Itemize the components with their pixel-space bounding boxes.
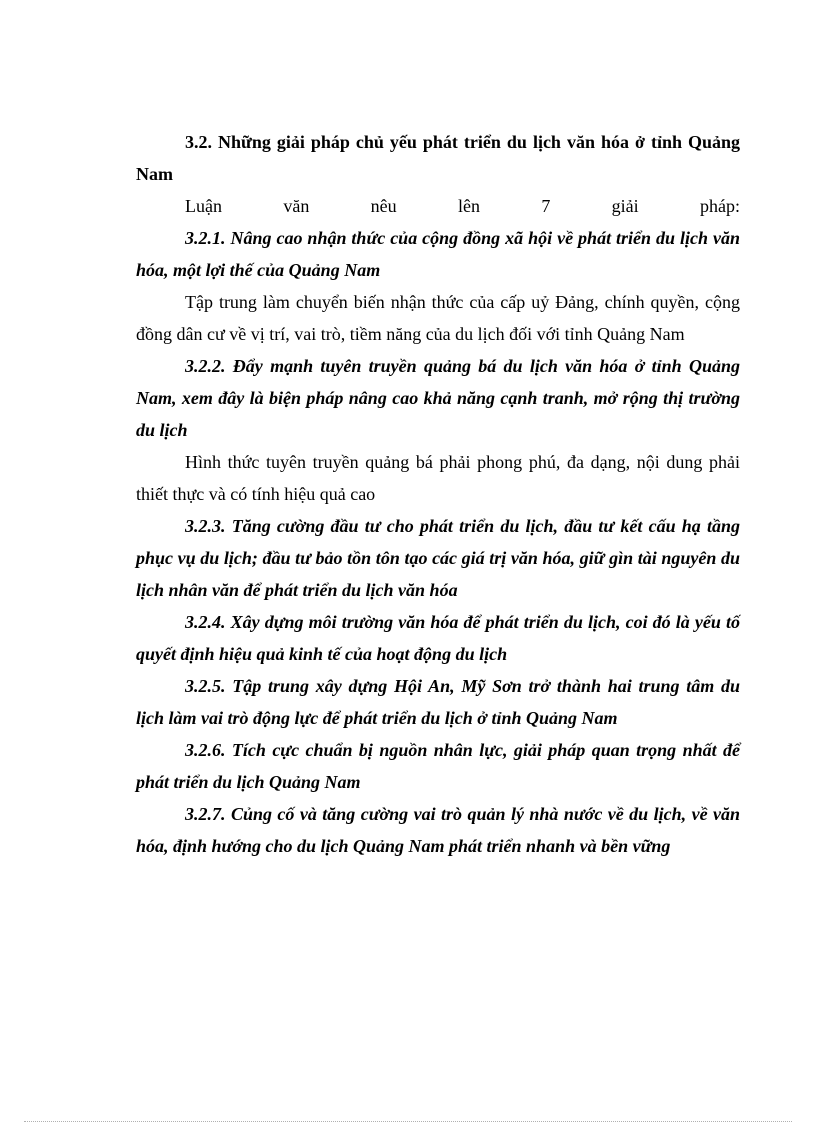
solution-heading-1: 3.2.1. Nâng cao nhận thức của cộng đồng xã hội về phát triển du lịch văn hóa, một lợi thế của Quảng Nam	[136, 228, 740, 280]
intro-paragraph: Luận văn nêu lên 7 giải pháp:	[185, 196, 740, 216]
document-page	[136, 126, 740, 862]
solution-heading-2: 3.2.2. Đẩy mạnh tuyên truyền quảng bá du lịch văn hóa ở tỉnh Quảng Nam, xem đây là biện pháp nâng cao khả năng cạnh tranh, mở rộng thị trường du lịch	[136, 356, 740, 440]
section-heading: 3.2. Những giải pháp chủ yếu phát triển du lịch văn hóa ở tỉnh Quảng Nam	[136, 132, 740, 184]
solution-heading-3: 3.2.3. Tăng cường đầu tư cho phát triển du lịch, đầu tư kết cấu hạ tầng phục vụ du lịch; đầu tư bảo tồn tôn tạo các giá trị văn hóa, giữ gìn tài nguyên du lịch nhân văn để phát triển du lịch văn hóa	[136, 516, 740, 600]
solution-body-1: Tập trung làm chuyển biến nhận thức của cấp uỷ Đảng, chính quyền, cộng đồng dân cư về vị trí, vai trò, tiềm năng của du lịch đối với tỉnh Quảng Nam	[136, 292, 740, 344]
solution-heading-4: 3.2.4. Xây dựng môi trường văn hóa để phát triển du lịch, coi đó là yếu tố quyết định hiệu quả kinh tế của hoạt động du lịch	[136, 612, 740, 664]
solution-heading-6: 3.2.6. Tích cực chuẩn bị nguồn nhân lực, giải pháp quan trọng nhất để phát triển du lịch Quảng Nam	[136, 740, 740, 792]
solution-heading-7: 3.2.7. Củng cố và tăng cường vai trò quản lý nhà nước về du lịch, về văn hóa, định hướng cho du lịch Quảng Nam phát triển nhanh và bền vững	[136, 804, 740, 856]
solution-heading-5: 3.2.5. Tập trung xây dựng Hội An, Mỹ Sơn trở thành hai trung tâm du lịch làm vai trò động lực để phát triển du lịch ở tỉnh Quảng Nam	[136, 676, 740, 728]
solution-body-2: Hình thức tuyên truyền quảng bá phải phong phú, đa dạng, nội dung phải thiết thực và có tính hiệu quả cao	[136, 452, 740, 504]
page-bottom-divider	[24, 1121, 792, 1122]
